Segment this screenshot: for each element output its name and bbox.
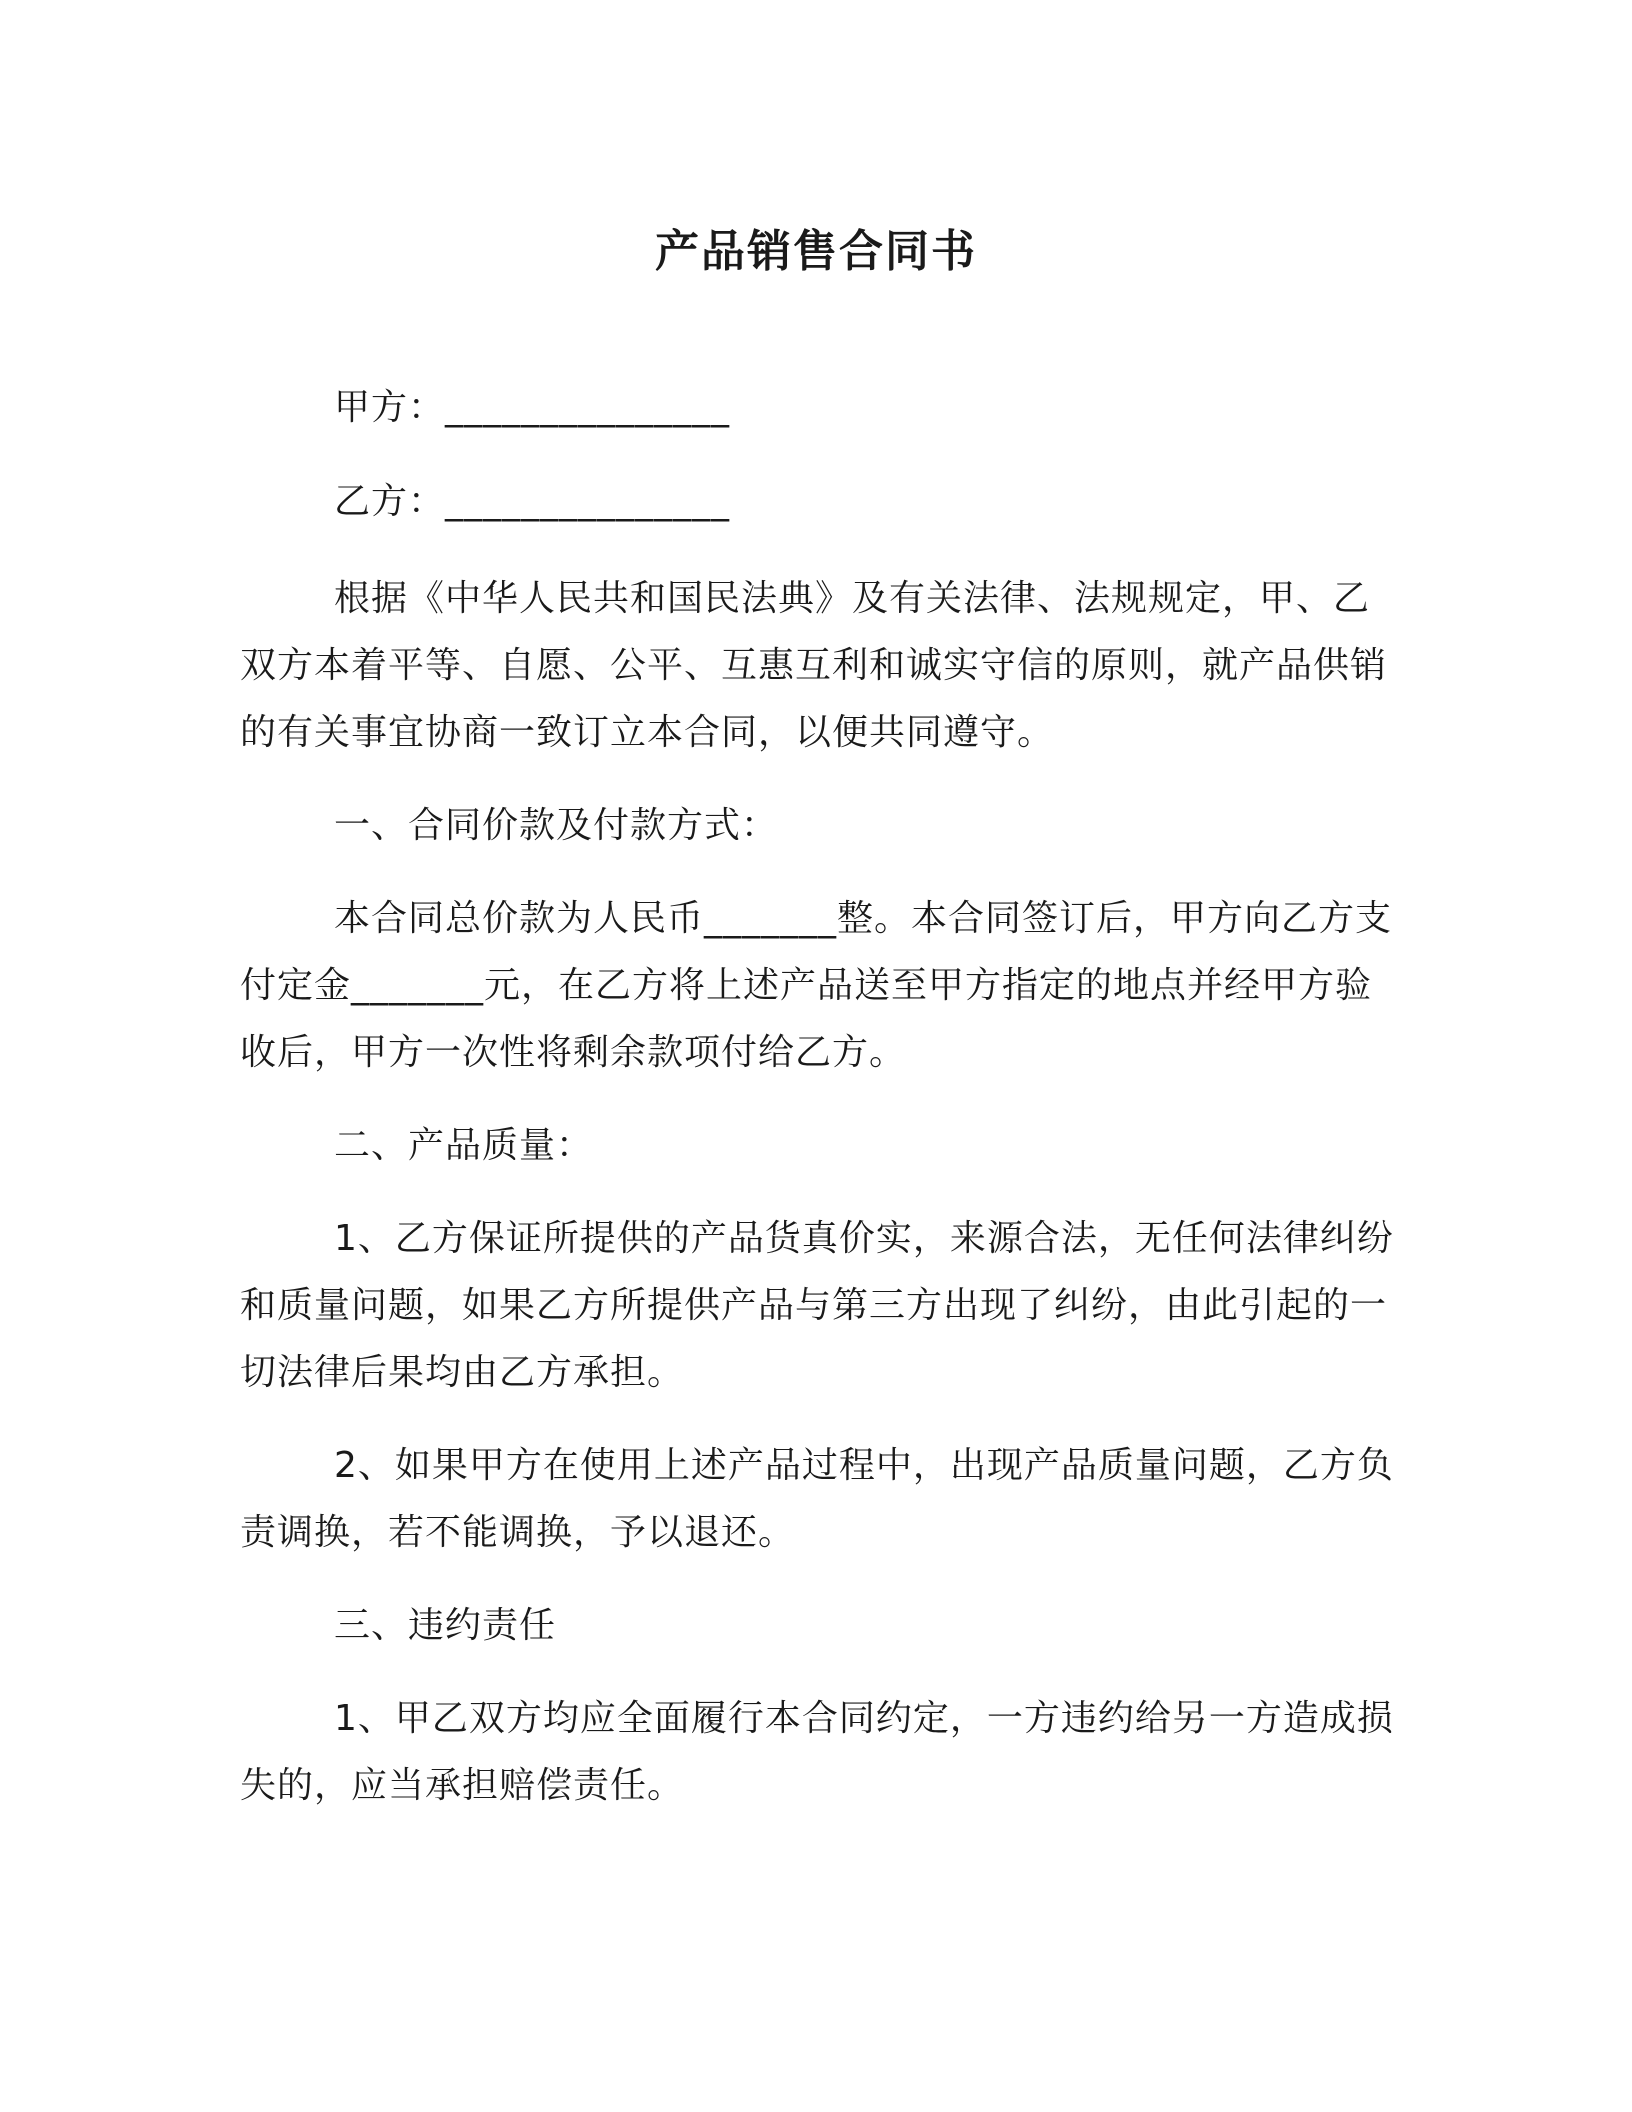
preamble-paragraph: 根据《中华人民共和国民法典》及有关法律、法规规定，甲、乙双方本着平等、自愿、公平、互惠互利和诚实守信的原则，就产品供销的有关事宜协商一致订立本合同，以便共同遵守。 bbox=[240, 578, 1388, 753]
section-2-heading: 二、产品质量： bbox=[334, 1125, 594, 1166]
section-2-item-1: 1、乙方保证所提供的产品货真价实，来源合法，无任何法律纠纷和质量问题，如果乙方所提供产品与第三方出现了纠纷，由此引起的一切法律后果均由乙方承担。 bbox=[240, 1218, 1394, 1393]
document-title: 产品销售合同书 bbox=[655, 226, 977, 277]
section-3-item-1: 1、甲乙双方均应全面履行本合同约定，一方违约给另一方造成损失的，应当承担赔偿责任。 bbox=[240, 1698, 1394, 1806]
section-1-heading: 一、合同价款及付款方式： bbox=[334, 805, 779, 846]
section-1-paragraph: 本合同总价款为人民币_______整。本合同签订后，甲方向乙方支付定金_______元，在乙方将上述产品送至甲方指定的地点并经甲方验收后，甲方一次性将剩余款项付给乙方。 bbox=[240, 898, 1393, 1073]
section-2-item-2: 2、如果甲方在使用上述产品过程中，出现产品质量问题，乙方负责调换，若不能调换，予以退还。 bbox=[240, 1445, 1394, 1553]
party-b-line: 乙方：_______________ bbox=[334, 481, 731, 522]
section-3-heading: 三、违约责任 bbox=[334, 1605, 557, 1646]
party-a-line: 甲方：_______________ bbox=[334, 387, 731, 428]
